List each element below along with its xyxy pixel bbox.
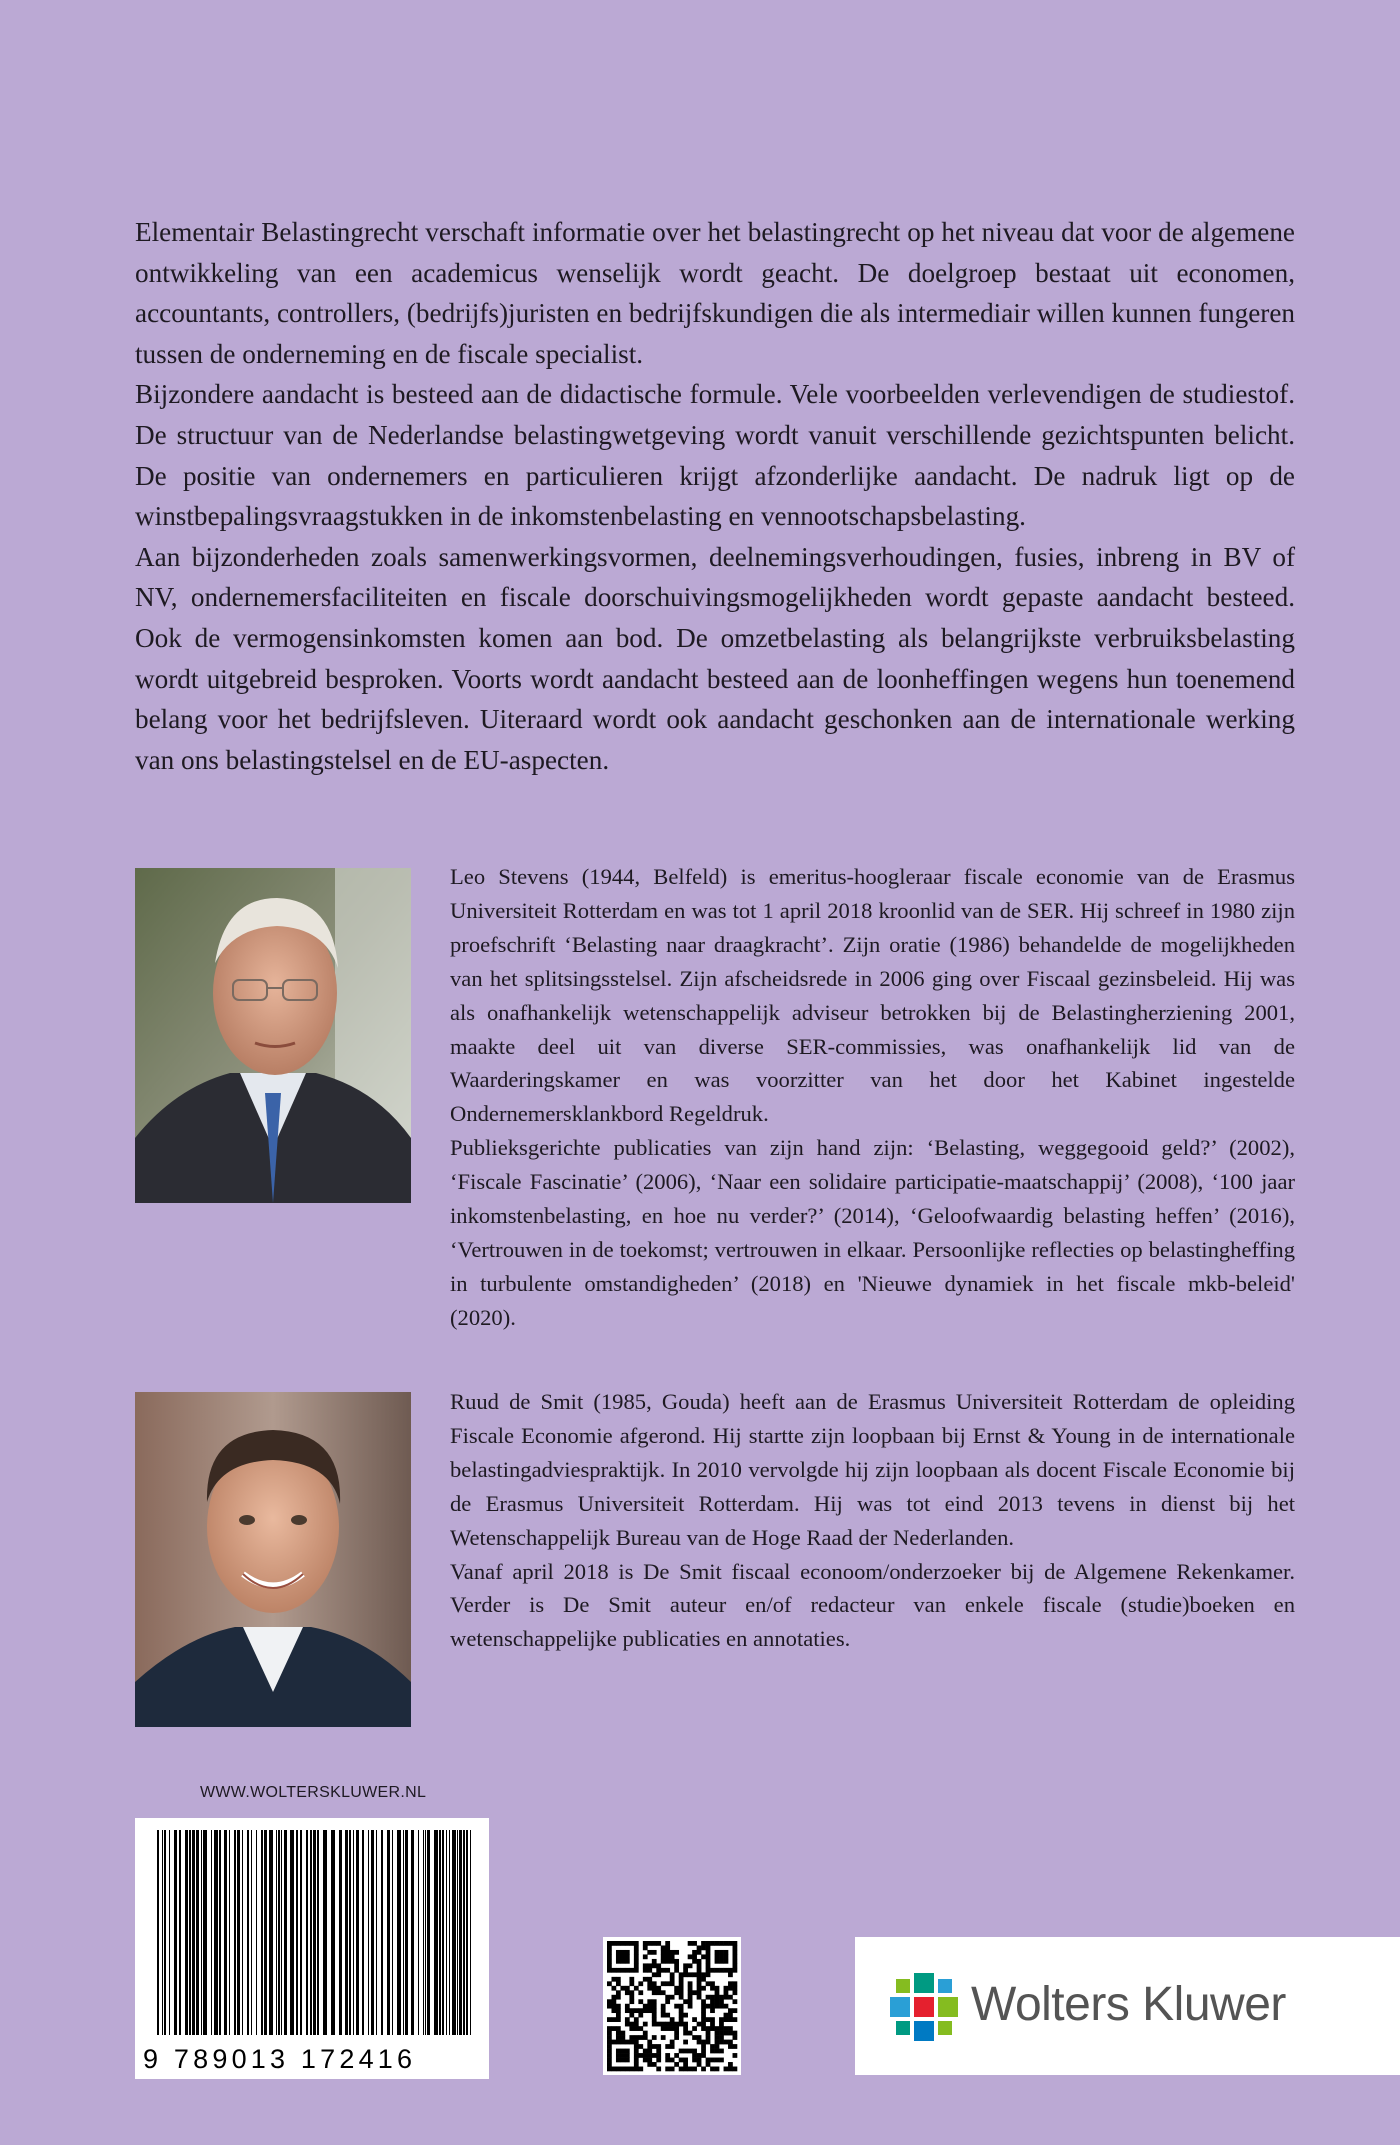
author-bio-ruud-de-smit bbox=[450, 1385, 1295, 1656]
author-bio-leo-stevens bbox=[450, 860, 1295, 1335]
bio-paragraph: Publieksgerichte publicaties van zijn hand zijn: ‘Belasting, weggegooid geld?’ (2002), ‘Fiscale Fascinatie’ (2006), ‘Naar een solidaire participatie-maatschappij’ (2008), ‘100 jaar inkomstenbelasting, en hoe nu verder?’ (2014), ‘Geloofwaardig belasting heffen’ (2016), ‘Vertrouwen in de toekomst; vertrouwen in elkaar. Persoonlijke reflecties op belastingheffing in turbulente omstandigheden’ (2018) en 'Nieuwe dynamiek in het fiscale mkb-beleid' (2020). bbox=[450, 1135, 1295, 1330]
book-description bbox=[135, 212, 1295, 780]
author-photo-leo-stevens bbox=[135, 868, 411, 1203]
qr-code-pattern bbox=[603, 1937, 741, 2075]
bio-paragraph: Leo Stevens (1944, Belfeld) is emeritus-hoogleraar fiscale economie van de Erasmus Universiteit Rotterdam en was tot 1 april 2018 kroonlid van de SER. Hij schreef in 1980 zijn proefschrift ‘Belasting naar draagkracht’. Zijn oratie (1986) behandelde de mogelijkheden van het splitsingsstelsel. Zijn afscheidsrede in 2006 ging over Fiscaal gezinsbeleid. Hij was als onafhankelijk wetenschappelijk adviseur betrokken bij de Belastingherziening 2001, maakte deel uit van diverse SER-commissies, was onafhankelijk lid van de Waarderingskamer en was voorzitter van het door het Kabinet ingestelde Ondernemersklankbord Regeldruk. bbox=[450, 864, 1295, 1127]
publisher-website[interactable]: WWW.WOLTERSKLUWER.NL bbox=[200, 1784, 427, 1801]
bio-paragraph: Ruud de Smit (1985, Gouda) heeft aan de Erasmus Universiteit Rotterdam de opleiding Fiscale Economie afgerond. Hij startte zijn loopbaan bij Ernst & Young in de internationale belastingadviespraktijk. In 2010 vervolgde hij zijn loopbaan als docent Fiscale Economie bij de Erasmus Universiteit Rotterdam. Hij was tot eind 2013 tevens in dienst bij het Wetenschappelijk Bureau van de Hoge Raad der Nederlanden. bbox=[450, 1389, 1295, 1550]
publisher-logo bbox=[855, 1937, 1400, 2075]
isbn-barcode bbox=[135, 1818, 489, 2079]
barcode-bars bbox=[135, 1818, 489, 2043]
wolters-kluwer-mark-icon bbox=[888, 1971, 960, 2043]
description-paragraph: Elementair Belastingrecht verschaft informatie over het belastingrecht op het niveau dat voor de algemene ontwikkeling van een academicus wenselijk wordt geacht. De doelgroep bestaat uit economen, accountants, controllers, (bedrijfs)juristen en bedrijfskundigen die als intermediair willen kunnen fungeren tussen de onderneming en de fiscale specialist. bbox=[135, 217, 1295, 369]
author-photo-ruud-de-smit bbox=[135, 1392, 411, 1727]
wolters-kluwer-wordmark: Wolters Kluwer bbox=[971, 1978, 1286, 2031]
qr-code[interactable] bbox=[603, 1937, 741, 2075]
bio-paragraph: Vanaf april 2018 is De Smit fiscaal econoom/onderzoeker bij de Algemene Rekenkamer. Verder is De Smit auteur en/of redacteur van enkele fiscale (studie)boeken en wetenschappelijke publicaties en annotaties. bbox=[450, 1558, 1295, 1652]
description-paragraph: Aan bijzonderheden zoals samenwerkingsvormen, deelnemingsverhoudingen, fusies, inbreng in BV of NV, ondernemersfaciliteiten en fiscale doorschuivingsmogelijkheden wordt gepaste aandacht besteed. Ook de vermogensinkomsten komen aan bod. De omzetbelasting als belangrijkste verbruiksbelasting wordt uitgebreid besproken. Voorts wordt aandacht besteed aan de loonheffingen wegens hun toenemend belang voor het bedrijfsleven. Uiteraard wordt ook aandacht geschonken aan de internationale werking van ons belastingstelsel en de EU-aspecten. bbox=[135, 541, 1295, 775]
isbn-digits: 9 789013 172416 bbox=[143, 2044, 417, 2074]
description-paragraph: Bijzondere aandacht is besteed aan de didactische formule. Vele voorbeelden verlevendigen de studiestof. De structuur van de Nederlandse belastingwetgeving wordt vanuit verschillende gezichtspunten belicht. De positie van ondernemers en particulieren krijgt afzonderlijke aandacht. De nadruk ligt op de winstbepalingsvraagstukken in de inkomstenbelasting en vennootschapsbelasting. bbox=[135, 379, 1295, 532]
